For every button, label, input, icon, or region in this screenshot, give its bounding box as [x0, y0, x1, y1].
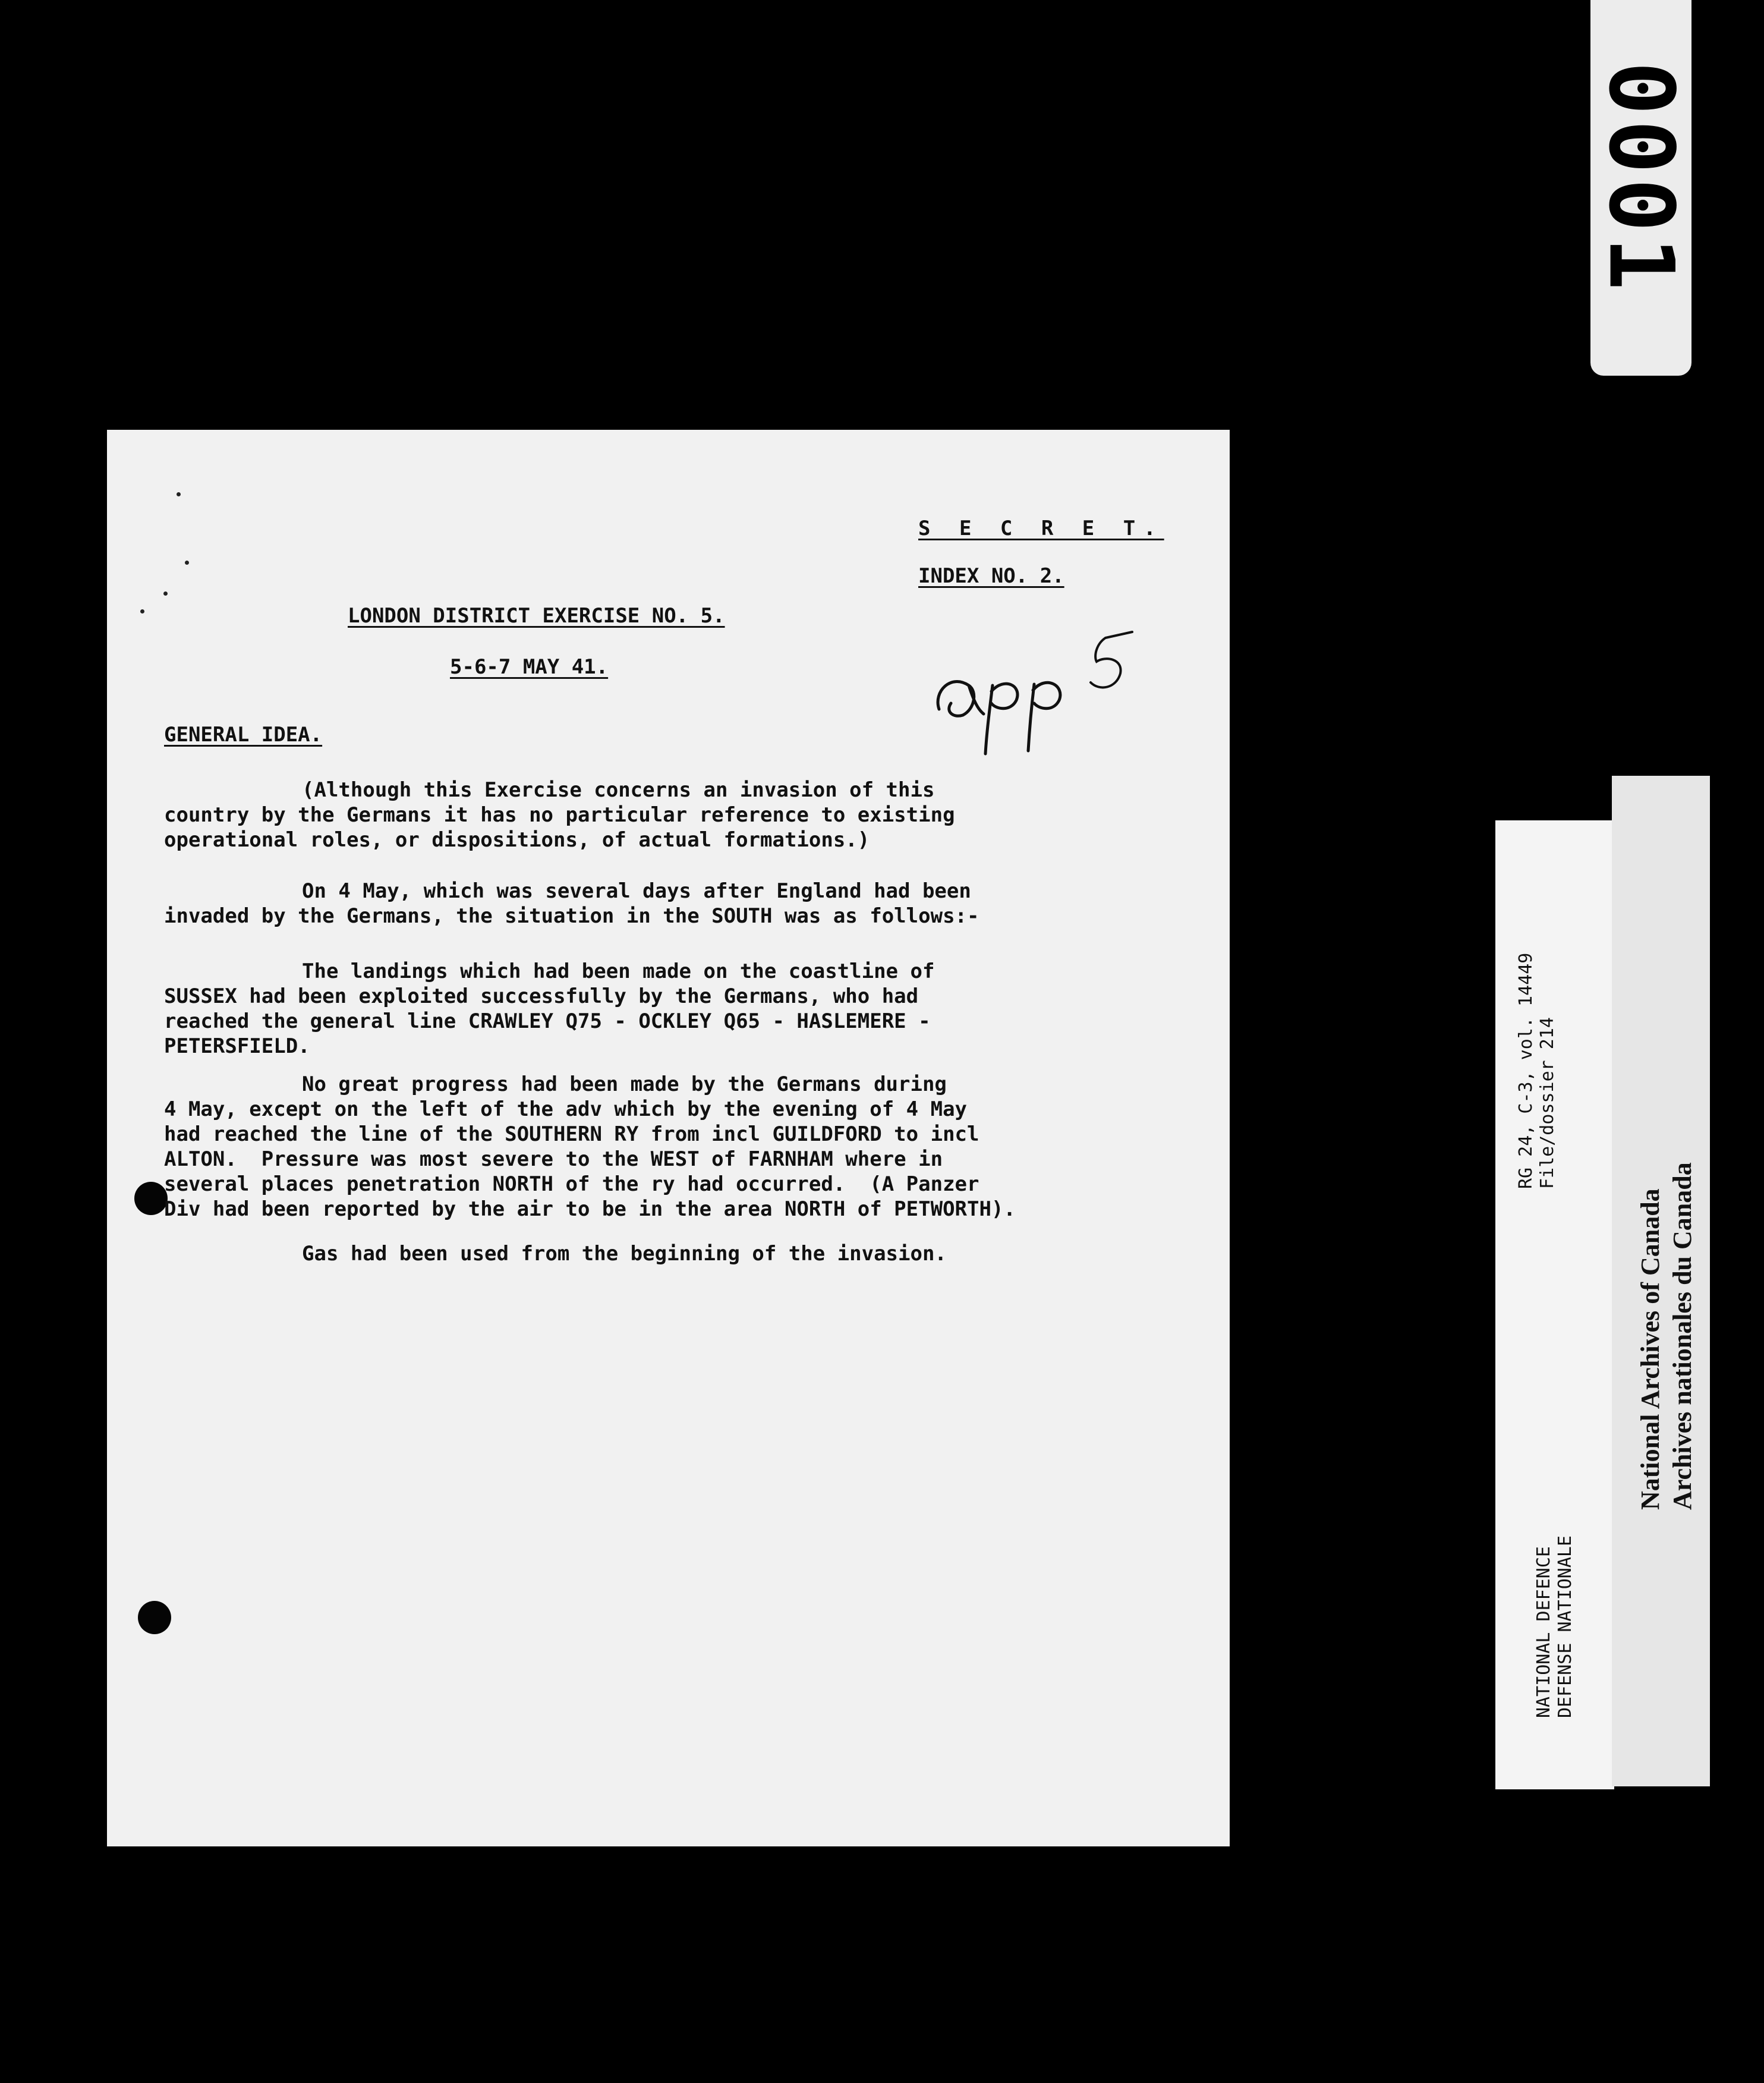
text-line: Div had been reported by the air to be in the area NORTH of PETWORTH). [164, 1197, 1016, 1221]
text-line: Gas had been used from the beginning of the invasion. [302, 1242, 947, 1266]
text-line: SUSSEX had been exploited successfully by the Germans, who had [164, 984, 919, 1008]
record-group-reference [1516, 953, 1558, 1189]
paragraph [164, 879, 1174, 929]
text-line: On 4 May, which was several days after England had been [302, 879, 971, 903]
department-label [1533, 1535, 1576, 1718]
paragraph [164, 1072, 1174, 1222]
department-fr: DEFENSE NATIONALE [1555, 1535, 1576, 1718]
punch-hole [138, 1601, 171, 1634]
index-number: INDEX NO. 2. [918, 564, 1064, 588]
section-heading: GENERAL IDEA. [164, 723, 323, 747]
text-line: PETERSFIELD. [164, 1034, 310, 1058]
text-line: country by the Germans it has no particular reference to existing [164, 803, 955, 827]
dust-speck [185, 561, 189, 565]
archives-name-fr: Archives nationales du Canada [1668, 1162, 1697, 1510]
text-line: invaded by the Germans, the situation in the SOUTH was as follows:- [164, 904, 979, 928]
dust-speck [177, 492, 181, 496]
reference-line-2: File/dossier 214 [1537, 1017, 1558, 1189]
frame-counter-strip [1590, 0, 1691, 376]
text-line: 4 May, except on the left of the adv which by the evening of 4 May [164, 1097, 968, 1121]
paragraph [164, 959, 1174, 1059]
handwritten-annotation [927, 620, 1177, 757]
text-line: several places penetration NORTH of the ry had occurred. (A Panzer [164, 1172, 979, 1196]
text-line: ALTON. Pressure was most severe to the WEST of FARNHAM where in [164, 1147, 943, 1171]
text-line: (Although this Exercise concerns an invasion of this [302, 778, 935, 802]
text-line: The landings which had been made on the coastline of [302, 959, 935, 983]
archives-name [1634, 1162, 1699, 1510]
department-en: NATIONAL DEFENCE [1533, 1546, 1554, 1718]
text-line: operational roles, or dispositions, of actual formations.) [164, 828, 870, 852]
text-line: reached the general line CRAWLEY Q75 - OCKLEY Q65 - HASLEMERE - [164, 1009, 931, 1033]
dust-speck [140, 609, 144, 613]
paragraph [164, 778, 1174, 852]
document-title: LONDON DISTRICT EXERCISE NO. 5. [348, 604, 725, 628]
classification-marking: S E C R E T. [918, 517, 1164, 540]
frame-number [1590, 36, 1691, 321]
document-page [107, 430, 1230, 1846]
text-line: No great progress had been made by the Germans during [302, 1072, 947, 1096]
reference-line-1: RG 24, C-3, vol. 14449 [1516, 952, 1536, 1189]
dust-speck [163, 591, 168, 596]
exercise-dates: 5-6-7 MAY 41. [450, 655, 609, 679]
paragraph [164, 1241, 1174, 1266]
punch-hole [134, 1182, 168, 1215]
frame-number-text: 0001 [1589, 61, 1693, 295]
text-line: had reached the line of the SOUTHERN RY from incl GUILDFORD to incl [164, 1122, 979, 1146]
archives-name-en: National Archives of Canada [1636, 1188, 1665, 1510]
